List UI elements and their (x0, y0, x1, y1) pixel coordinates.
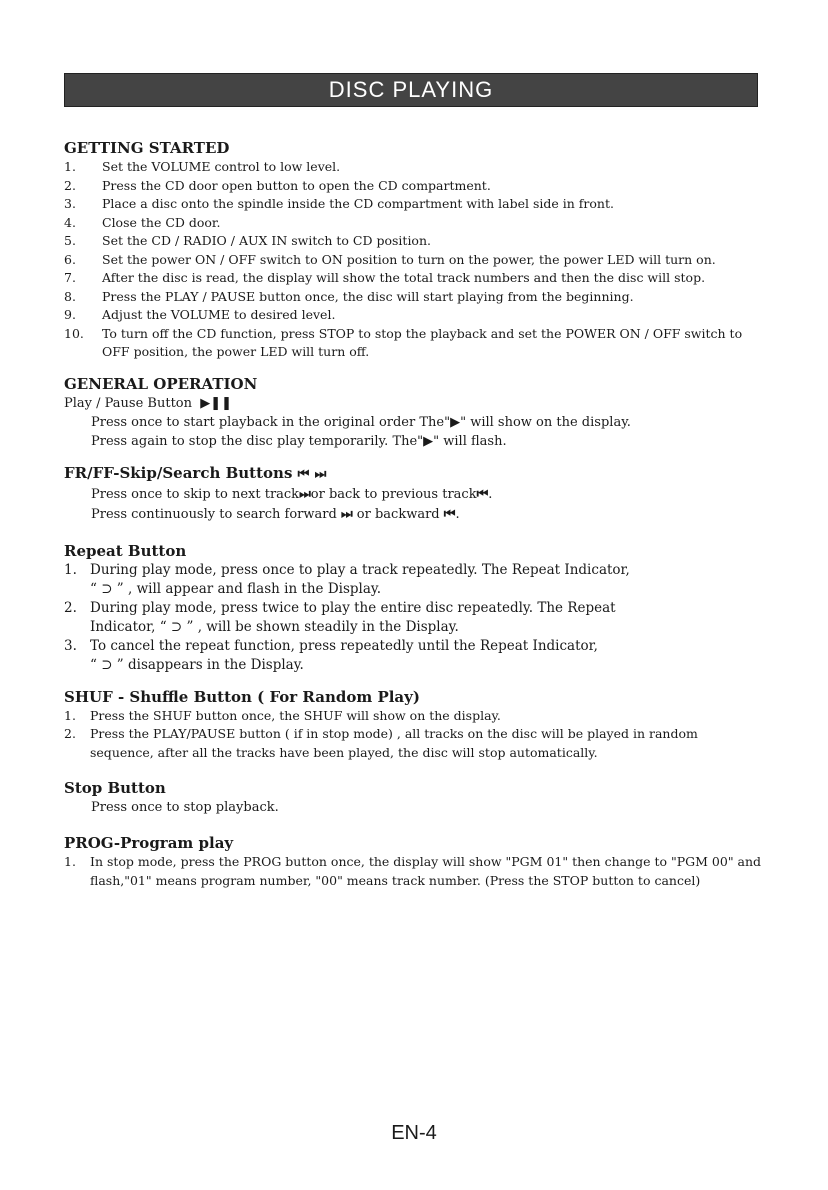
stop-title: Stop Button (64, 779, 166, 797)
list-item: 1. Press the SHUF button once, the SHUF will show on the display. (64, 707, 501, 723)
play-pause-line-2: Press again to stop the disc play temporarily. The"▶" will flash. (91, 433, 507, 449)
next-track-icon: ⏭ (314, 466, 327, 482)
getting-started-list (64, 158, 764, 362)
list-item: 3. Place a disc onto the spindle inside the CD compartment with label side in front. (64, 196, 614, 211)
skip-line-2: Press continuously to search forward ⏭ or backward ⏮. (91, 506, 460, 522)
list-item: 10. To turn off the CD function, press STOP to stop the playback and set the POWER ON / OFF switch to OFF position, the power LED will turn off. (64, 325, 743, 359)
shuffle-list (64, 707, 764, 763)
play-pause-icon: ▶❚❚ (200, 395, 233, 411)
program-list (64, 853, 764, 890)
list-item: 1. During play mode, press once to play a track repeatedly. The Repeat Indicator, “ ⊃ ” , will appear and flash in the Display. (64, 561, 630, 597)
list-item: 2. During play mode, press twice to play the entire disc repeatedly. The Repeat Indicator, “ ⊃ ” , will be shown steadily in the Display. (64, 599, 616, 635)
list-item: 9. Adjust the VOLUME to desired level. (64, 307, 336, 322)
next-track-icon: ⏭ (299, 486, 311, 502)
program-title: PROG-Program play (64, 834, 234, 852)
previous-track-icon: ⏮ (297, 466, 310, 482)
list-item: 5. Set the CD / RADIO / AUX IN switch to CD position. (64, 233, 431, 248)
list-item: 1. Set the VOLUME control to low level. (64, 159, 341, 174)
page-number: EN-4 (391, 1122, 437, 1144)
list-item: 2. Press the CD door open button to open the CD compartment. (64, 177, 491, 193)
skip-line-1: Press once to skip to next track⏭or back to previous track⏮. (91, 486, 493, 502)
list-item: 4. Close the CD door. (64, 214, 221, 230)
list-item: 2. Press the PLAY/PAUSE button ( if in stop mode) , all tracks on the disc will be played in random sequence, after all the tracks have been played, the disc will stop automatically. (64, 726, 698, 760)
play-icon: ▶ (450, 414, 461, 430)
play-pause-line-1: Press once to start playback in the original order The"▶" will show on the display. (91, 414, 631, 430)
next-track-icon: ⏭ (340, 506, 353, 522)
page-title: DISC PLAYING (328, 77, 494, 102)
play-icon: ▶ (423, 433, 434, 449)
repeat-title: Repeat Button (64, 541, 187, 560)
list-item: 3. To cancel the repeat function, press repeatedly until the Repeat Indicator, “ ⊃ ” disappears in the Display. (64, 637, 598, 673)
list-item: 6. Set the power ON / OFF switch to ON position to turn on the power, the power LED will turn on. (64, 251, 716, 267)
list-item: 1. In stop mode, press the PROG button once, the display will show "PGM 01" then change to "PGM 00" and flash,"01" means program number, "00" means track number. (Press the STOP button to cancel) (64, 854, 762, 888)
skip-search-title: FR/FF-Skip/Search Buttons ⏮ ⏭ (64, 463, 327, 482)
previous-track-icon: ⏮ (443, 506, 456, 522)
repeat-list (64, 561, 764, 675)
play-pause-heading: Play / Pause Button ▶❚❚ (64, 395, 233, 411)
list-item: 7. After the disc is read, the display will show the total track numbers and then the disc will stop. (64, 270, 706, 285)
general-operation-title: GENERAL OPERATION (64, 374, 258, 393)
content (64, 138, 764, 890)
stop-text: Press once to stop playback. (91, 800, 279, 815)
list-item: 8. Press the PLAY / PAUSE button once, the disc will start playing from the beginning. (64, 288, 634, 304)
previous-track-icon: ⏮ (476, 486, 489, 502)
shuffle-title: SHUF - Shuffle Button ( For Random Play) (64, 687, 420, 706)
getting-started-title: GETTING STARTED (64, 139, 230, 157)
section-banner (64, 73, 758, 107)
